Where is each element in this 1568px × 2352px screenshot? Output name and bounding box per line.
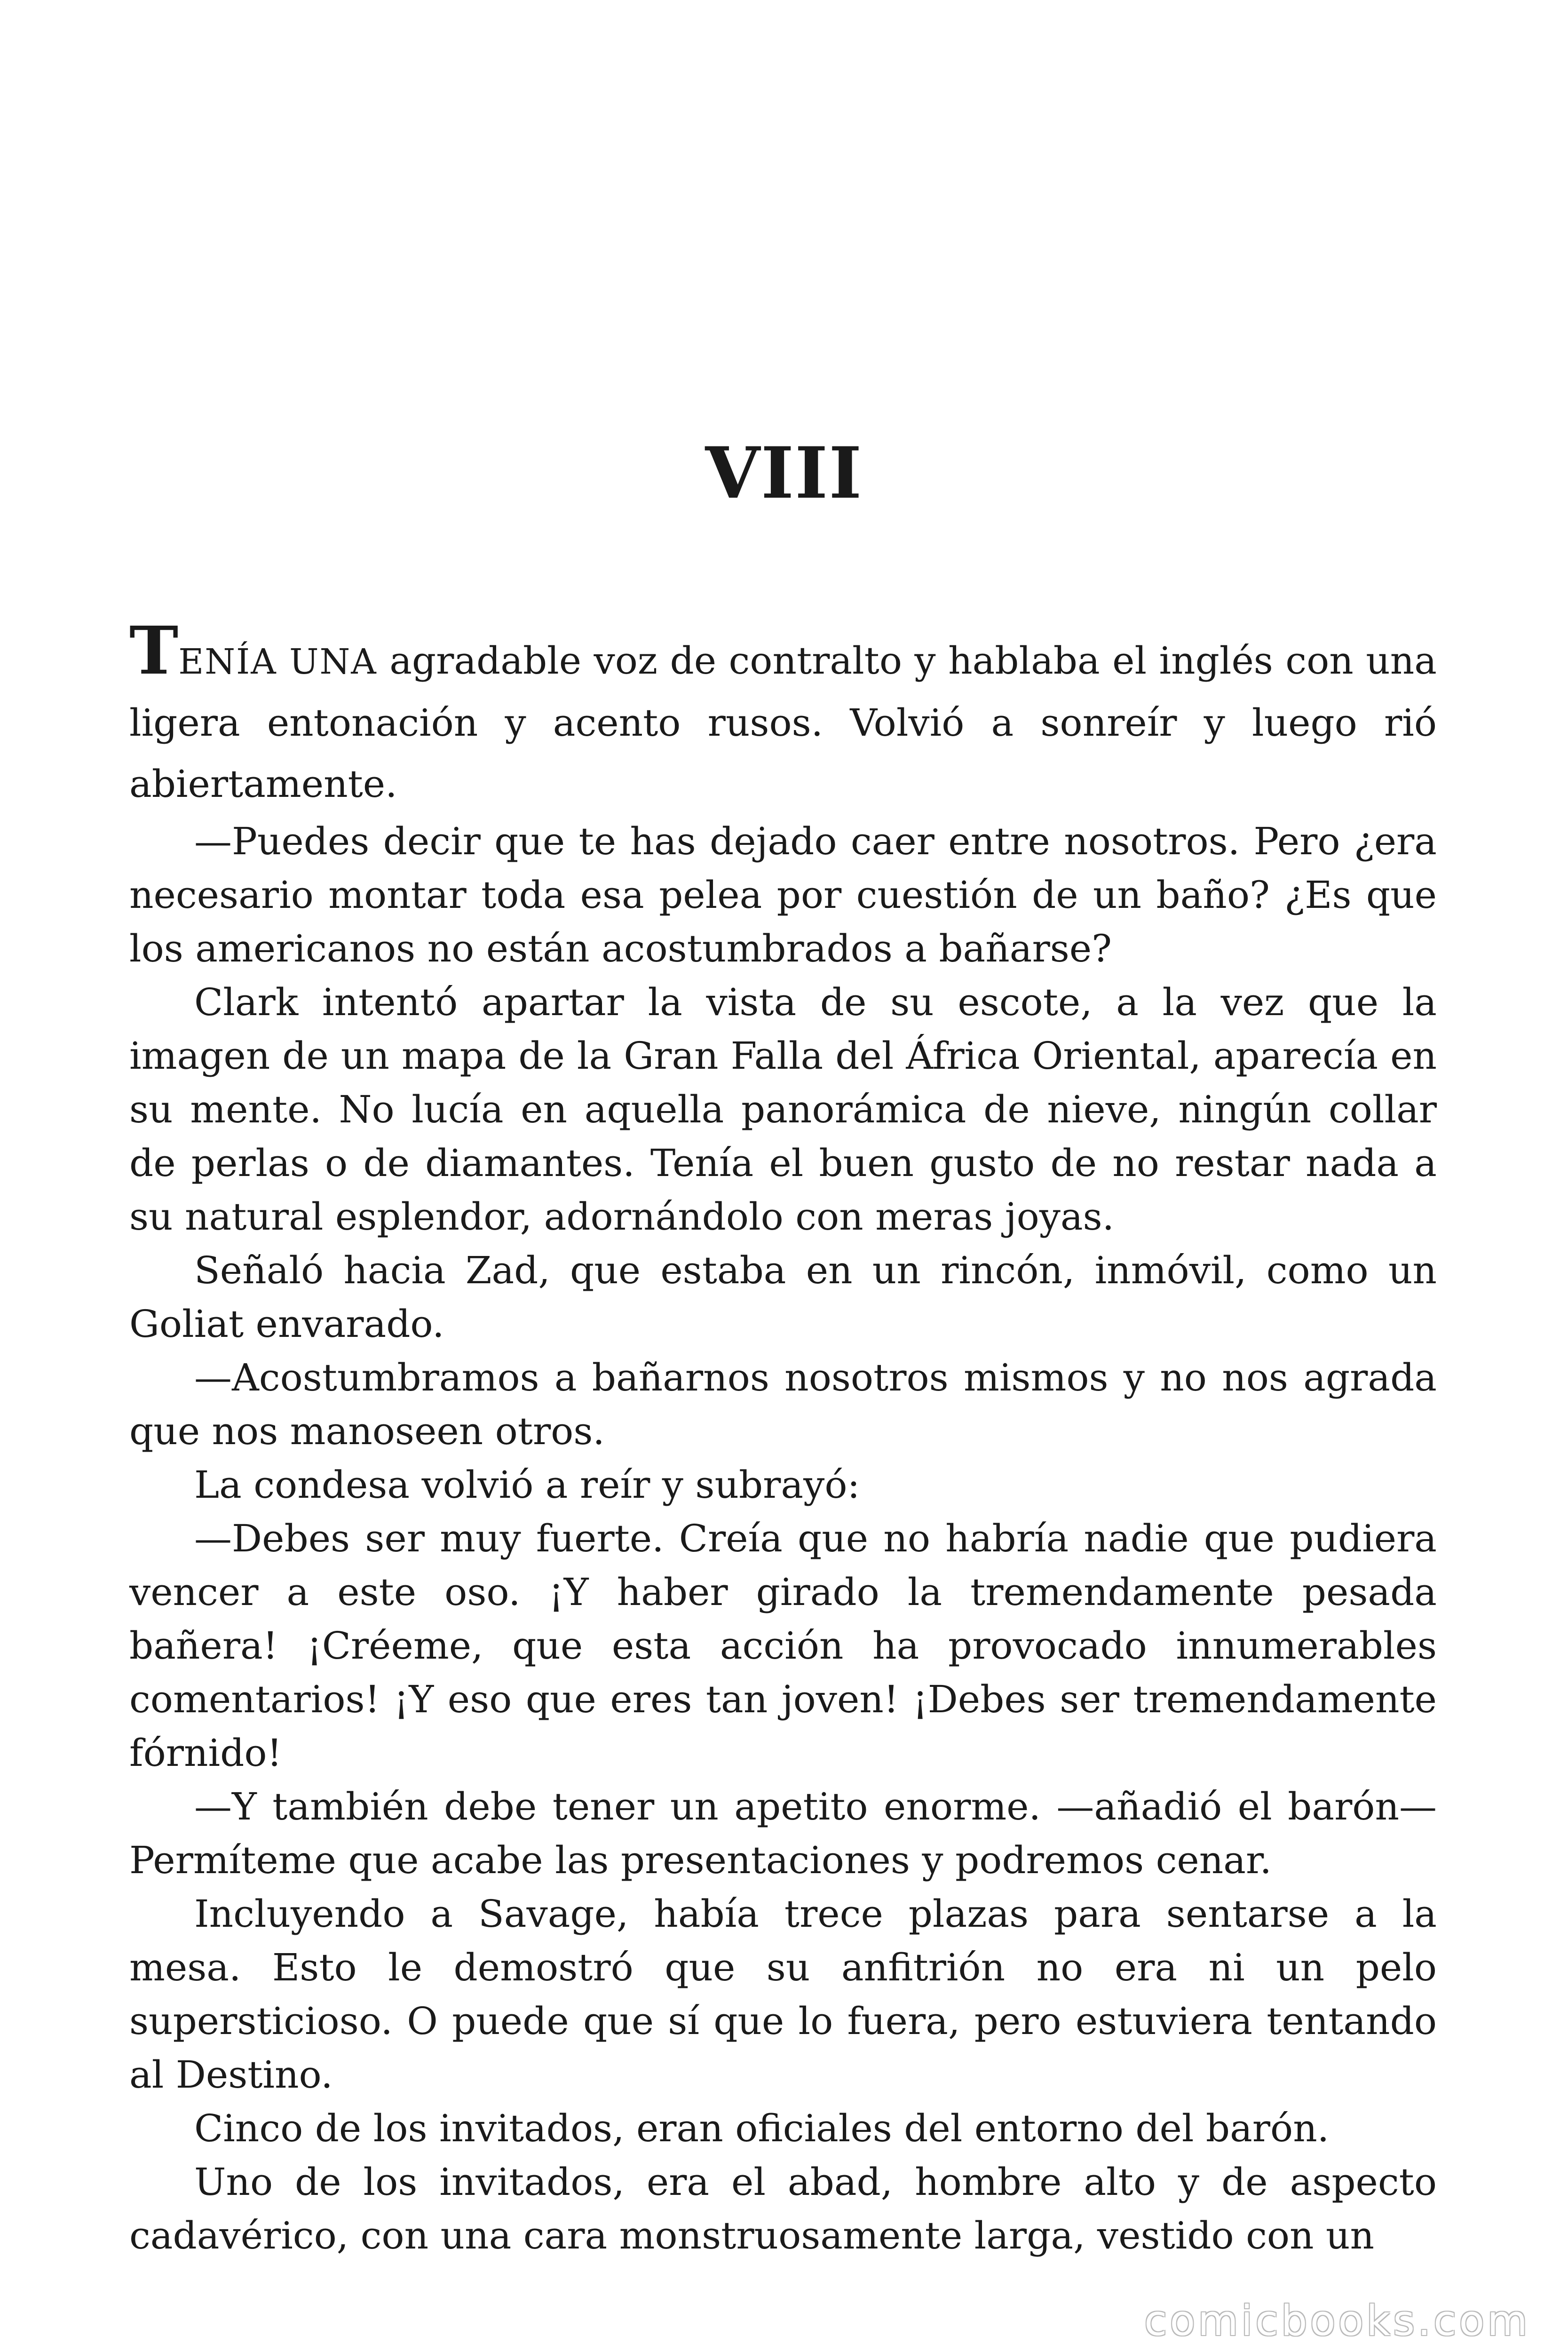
opening-small-caps: ENÍA UNA [178, 642, 377, 682]
paragraph: —Puedes decir que te has dejado caer entre nosotros. Pero ¿era necesario montar toda esa pelea por cuestión de un baño? ¿Es que los americanos no están acostumbrados a bañarse? [129, 819, 1437, 970]
paragraph: La condesa volvió a reír y subrayó: [194, 1463, 860, 1507]
paragraph: Uno de los invitados, era el abad, hombre alto y de aspecto cadavérico, con una cara monstruosamente larga, vestido con un [129, 2160, 1437, 2257]
paragraph: Señaló hacia Zad, que estaba en un rincón, inmóvil, como un Goliat envarado. [129, 1248, 1437, 1346]
paragraph: Clark intentó apartar la vista de su escote, a la vez que la imagen de un mapa de la Gran Falla del África Oriental, aparecía en su mente. No lucía en aquella panorámica de nieve, ningún collar de perlas o de diamantes. Tenía el buen gusto de no restar nada a su natural esplendor, adornándolo con meras joyas. [129, 980, 1437, 1239]
opening-text: agradable voz de contralto y hablaba el inglés con una ligera entonación y acento rusos. Volvió a sonreír y luego rió abiertamente. [129, 639, 1437, 806]
drop-cap: T [129, 612, 179, 690]
paragraph: —Y también debe tener un apetito enorme. —añadió el barón— Permíteme que acabe las presentaciones y podremos cenar. [129, 1785, 1437, 1882]
paragraph: —Debes ser muy fuerte. Creía que no habría nadie que pudiera vencer a este oso. ¡Y haber girado la tremendamente pesada bañera! ¡Créeme, que esta acción ha provocado innumerables comentarios! ¡Y eso que eres tan joven! ¡Debes ser tremendamente fórnido! [129, 1517, 1437, 1775]
chapter-body [129, 612, 1437, 2263]
paragraph: Cinco de los invitados, eran oficiales del entorno del barón. [194, 2106, 1330, 2150]
watermark: comicbooks.com [1144, 2296, 1530, 2345]
paragraph: Incluyendo a Savage, había trece plazas para sentarse a la mesa. Esto le demostró que su anfitrión no era ni un pelo supersticioso. O puede que sí que lo fuera, pero estuviera tentando al Destino. [129, 1892, 1437, 2097]
paragraph: —Acostumbramos a bañarnos nosotros mismos y no nos agrada que nos manoseen otros. [129, 1356, 1437, 1453]
chapter-title: VIII [705, 431, 863, 515]
opening-paragraph [129, 612, 1437, 815]
